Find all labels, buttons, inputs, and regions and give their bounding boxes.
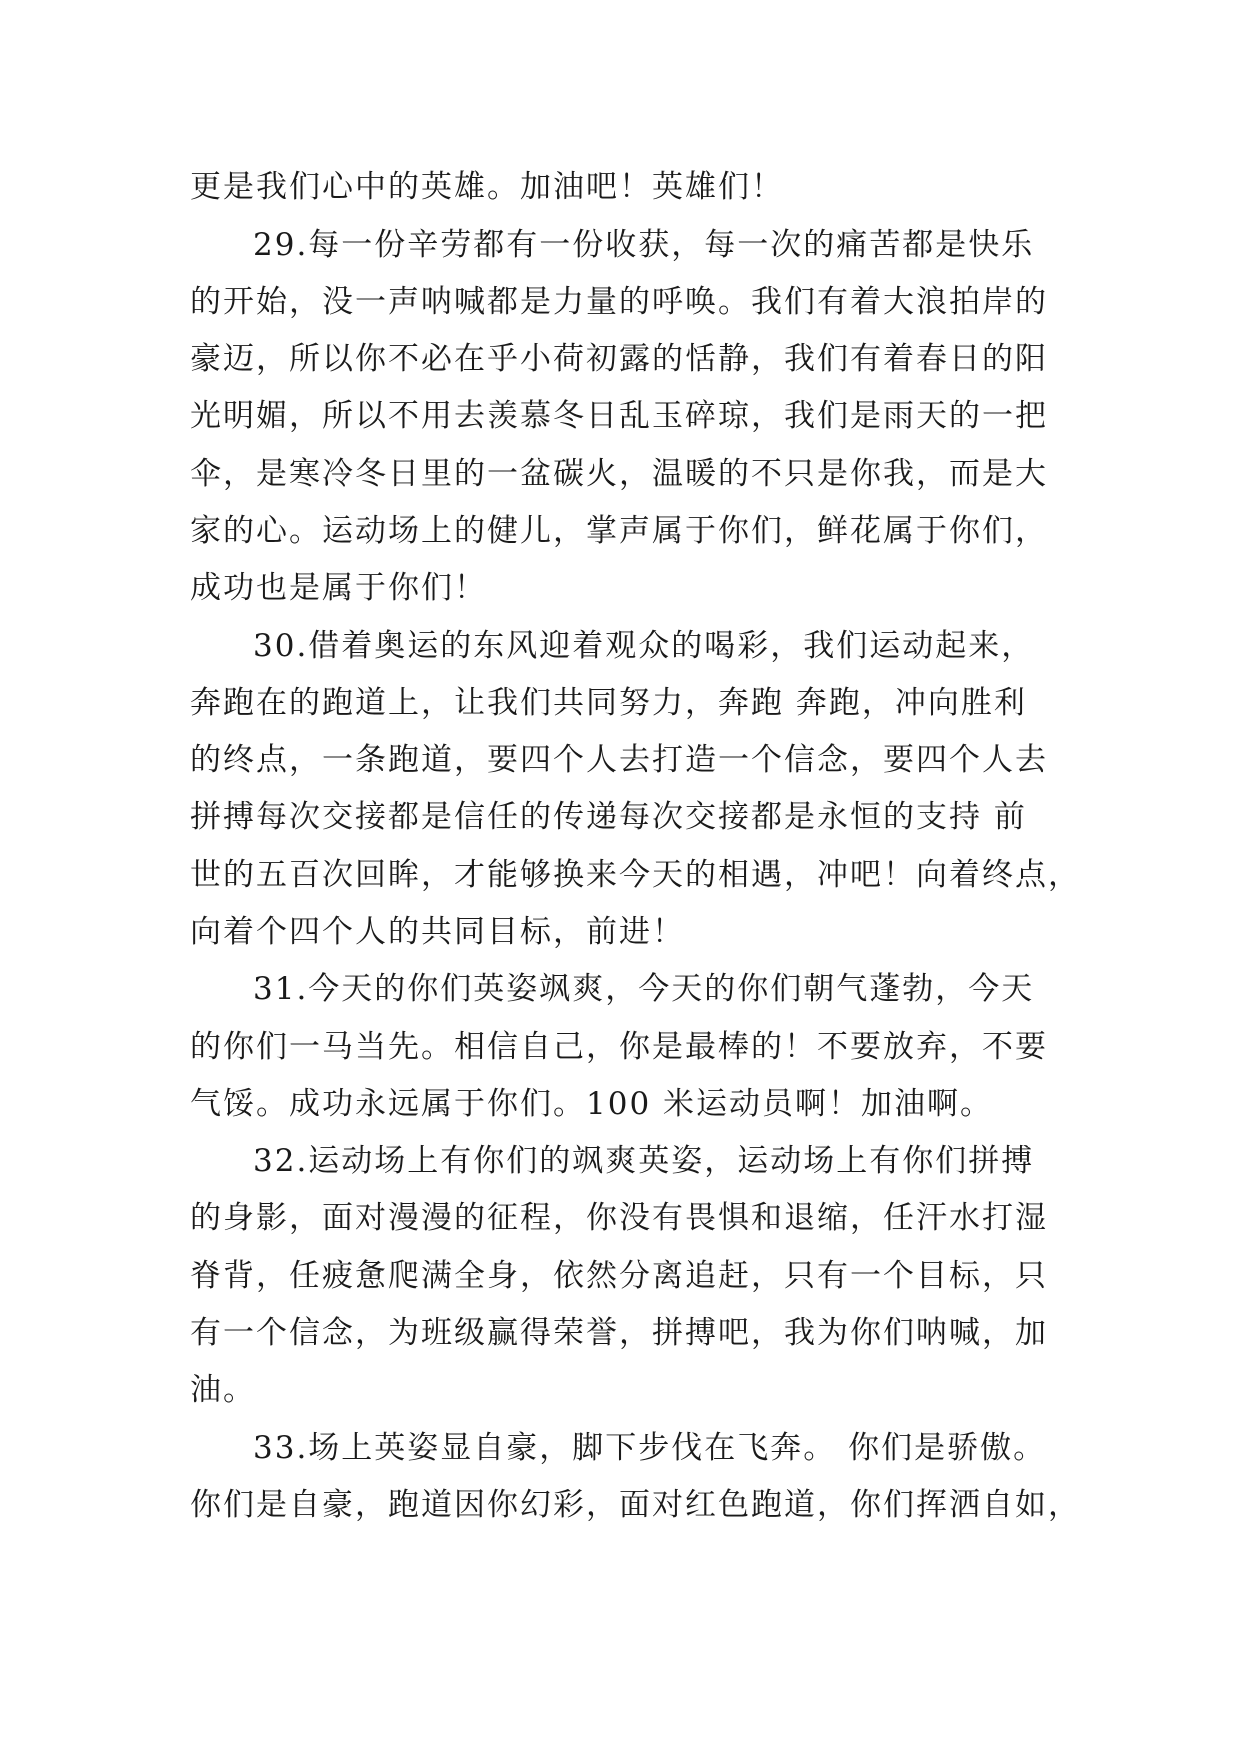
text-line: 伞，是寒冷冬日里的一盆碳火，温暖的不只是你我，而是大 (190, 456, 1048, 492)
paragraph-31-start: 31.今天的你们英姿飒爽，今天的你们朝气蓬勃，今天 (253, 971, 1035, 1007)
text-line: 奔跑在的跑道上，让我们共同努力，奔跑 奔跑，冲向胜利 (190, 685, 1027, 721)
text-line: 光明媚，所以不用去羡慕冬日乱玉碎琼，我们是雨天的一把 (190, 398, 1048, 434)
paragraph-29-start: 29.每一份辛劳都有一份收获，每一次的痛苦都是快乐 (253, 227, 1035, 263)
text-line: 更是我们心中的英雄。加油吧！英雄们！ (190, 169, 784, 205)
text-line: 脊背，任疲惫爬满全身，依然分离追赶，只有一个目标，只 (190, 1258, 1048, 1294)
text-line: 有一个信念，为班级赢得荣誉，拼搏吧，我为你们呐喊，加 (190, 1315, 1048, 1351)
paragraph-32-start: 32.运动场上有你们的飒爽英姿，运动场上有你们拼搏 (253, 1143, 1035, 1179)
text-line: 的身影，面对漫漫的征程，你没有畏惧和退缩，任汗水打湿 (190, 1200, 1048, 1236)
text-line: 豪迈，所以你不必在乎小荷初露的恬静，我们有着春日的阳 (190, 341, 1048, 377)
text-line: 你们是自豪，跑道因你幻彩，面对红色跑道，你们挥洒自如， (190, 1487, 1081, 1523)
text-line: 向着个四个人的共同目标，前进！ (190, 914, 685, 950)
text-line: 世的五百次回眸，才能够换来今天的相遇，冲吧！向着终点， (190, 857, 1081, 893)
text-line: 油。 (190, 1372, 256, 1408)
text-line: 的终点，一条跑道，要四个人去打造一个信念，要四个人去 (190, 742, 1048, 778)
text-line: 气馁。成功永远属于你们。100 米运动员啊！加油啊。 (190, 1086, 994, 1122)
text-line: 的你们一马当先。相信自己，你是最棒的！不要放弃，不要 (190, 1029, 1048, 1065)
text-line: 家的心。运动场上的健儿，掌声属于你们，鲜花属于你们， (190, 513, 1048, 549)
text-line: 拼搏每次交接都是信任的传递每次交接都是永恒的支持 前 (190, 799, 1027, 835)
paragraph-30-start: 30.借着奥运的东风迎着观众的喝彩，我们运动起来， (253, 628, 1035, 664)
text-line: 的开始，没一声呐喊都是力量的呼唤。我们有着大浪拍岸的 (190, 284, 1048, 320)
paragraph-33-start: 33.场上英姿显自豪，脚下步伐在飞奔。 你们是骄傲。 (253, 1430, 1047, 1466)
text-line: 成功也是属于你们！ (190, 570, 487, 606)
